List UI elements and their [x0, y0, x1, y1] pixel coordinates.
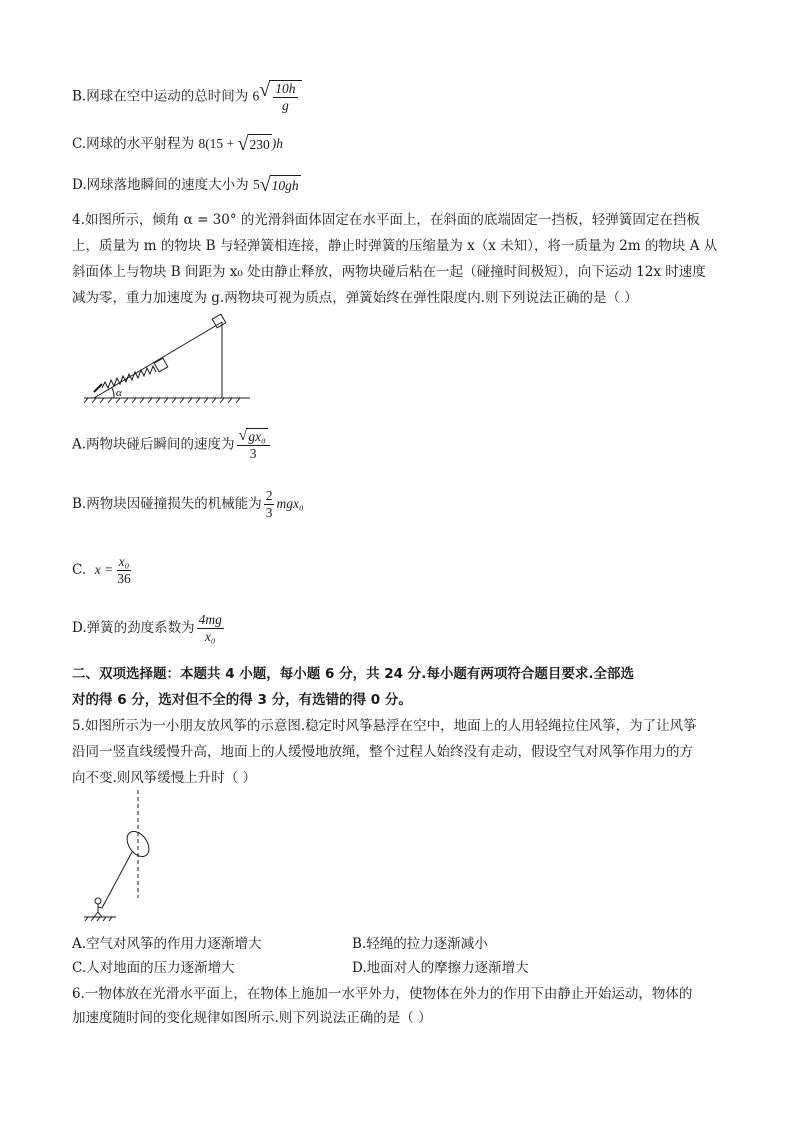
- q4-option-c: [72, 554, 135, 587]
- q5-option-c: C.人对地面的压力逐渐增大: [72, 960, 235, 976]
- q4-stem-line-2: 上，质量为 m 的物块 B 与轻弹簧相连接，静止时弹簧的压缩量为 x（x 未知），将一质量为 2m 的物块 A 从: [72, 238, 718, 254]
- q4-option-d-den: x₀: [204, 629, 216, 644]
- q4-option-a-text: A.两物块碰后瞬间的速度为: [72, 436, 235, 453]
- q5-kite-figure: [80, 788, 180, 923]
- q4-option-b-num: 2: [265, 488, 273, 503]
- block-b: [154, 358, 168, 372]
- q4-option-d: [72, 612, 226, 645]
- q4-option-c-frac: [115, 554, 133, 587]
- q3-option-c-rad: 230: [248, 134, 272, 155]
- q4-option-a-frac: √ gx₀ 3: [237, 428, 270, 462]
- incline-surface: [94, 322, 222, 398]
- q4-option-b-den: 3: [265, 505, 273, 520]
- q3-option-c-sqrt: √ 230: [237, 133, 270, 155]
- q4-option-c-text: C.: [72, 562, 87, 578]
- q3-option-d: [72, 175, 301, 196]
- q3-option-d-coef: 5: [252, 177, 260, 192]
- kite-string: [102, 852, 132, 908]
- q5-option-a: A.空气对风筝的作用力逐渐增大: [72, 936, 262, 952]
- q4-option-a: [72, 428, 272, 462]
- q6-stem-line-1: 6.一物体放在光滑水平面上，在物体上施加一水平外力，使物体在外力的作用下由静止开始运动，物体的: [72, 986, 693, 1002]
- q3-option-b-num: 10h: [275, 81, 296, 96]
- q5-option-b: B.轻绳的拉力逐渐减小: [352, 936, 488, 952]
- q5-option-d: D.地面对人的摩擦力逐渐增大: [352, 960, 529, 976]
- person-head: [95, 898, 101, 904]
- q4-option-b-frac: [264, 488, 275, 521]
- section2-heading-line-1: 二、双项选择题：本题共 4 小题，每小题 6 分，共 24 分.每小题有两项符合题目要求.全部选: [72, 666, 635, 682]
- q6-stem-line-2: 加速度随时间的变化规律如图所示.则下列说法正确的是（ ）: [72, 1010, 432, 1026]
- q4-option-a-num: gx₀: [248, 429, 266, 445]
- q4-option-a-den: 3: [249, 446, 257, 462]
- q3-option-c-text: C.网球的水平射程为: [72, 136, 195, 152]
- q3-option-b-sqrt: √ $\frac{10h}{g}$: [259, 80, 301, 114]
- q4-option-d-frac: [197, 612, 224, 645]
- q3-option-c-post: )h: [271, 136, 284, 151]
- q5-stem-line-3: 向不变.则风筝缓慢上升时（ ）: [72, 770, 257, 786]
- q4-option-b: [72, 488, 304, 521]
- q5-stem-line-2: 沿同一竖直线缓慢升高，地面上的人缓慢地放绳，整个过程人始终没有走动，假设空气对风筝作用力的方: [72, 744, 693, 760]
- q4-option-c-den: 36: [117, 571, 131, 586]
- q4-stem-line-4: 减为零，重力加速度为 g.两物块可视为质点，弹簧始终在弹性限度内.则下列说法正确的是（ ）: [72, 290, 638, 306]
- q3-option-c: [72, 134, 283, 155]
- q5-stem-line-1: 5.如图所示为一小朋友放风筝的示意图.稳定时风筝悬浮在空中，地面上的人用轻绳拉住风筝，为了让风筝: [72, 718, 697, 734]
- ground-hatch: [84, 398, 240, 403]
- stopper-plate: [94, 384, 102, 392]
- q4-option-c-num: x₀: [118, 554, 130, 569]
- q3-option-d-sqrt: √ 10gh: [259, 174, 299, 196]
- q4-stem-line-1: 4.如图所示，倾角 α = 30° 的光滑斜面体固定在水平面上，在斜面的底端固定一挡板，轻弹簧固定在挡板: [72, 212, 700, 228]
- block-a: [212, 314, 226, 328]
- angle-arc: [112, 388, 114, 398]
- q3-option-b: [72, 80, 302, 114]
- q3-option-b-coef: 6: [252, 88, 260, 104]
- q4-option-d-text: D.弹簧的劲度系数为: [72, 620, 195, 636]
- section2-heading-line-2: 对的得 6 分，选对但不全的得 3 分，有选错的得 0 分。: [72, 692, 412, 708]
- q3-option-b-text: B.网球在空中运动的总时间为: [72, 88, 249, 105]
- q4-option-b-tail: mgx₀: [276, 496, 304, 511]
- q3-option-d-text: D.网球落地瞬间的速度大小为: [72, 177, 249, 193]
- q4-option-c-lhs: x =: [94, 562, 114, 577]
- q3-option-c-pre: 8(15 +: [198, 136, 238, 151]
- angle-label: α: [116, 387, 122, 399]
- q3-option-b-den: g: [282, 98, 289, 113]
- kite: [123, 827, 154, 860]
- q3-option-d-rad: 10gh: [270, 175, 301, 196]
- q4-option-b-text: B.两物块因碰撞损失的机械能为: [72, 496, 262, 512]
- q4-option-d-num: 4mg: [198, 612, 222, 627]
- q4-incline-figure: [80, 308, 270, 408]
- q4-stem-line-3: 斜面体上与物块 B 间距为 x₀ 处由静止释放，两物块碰后粘在一起（碰撞时间极短），向下运动 12x 时速度: [72, 264, 706, 280]
